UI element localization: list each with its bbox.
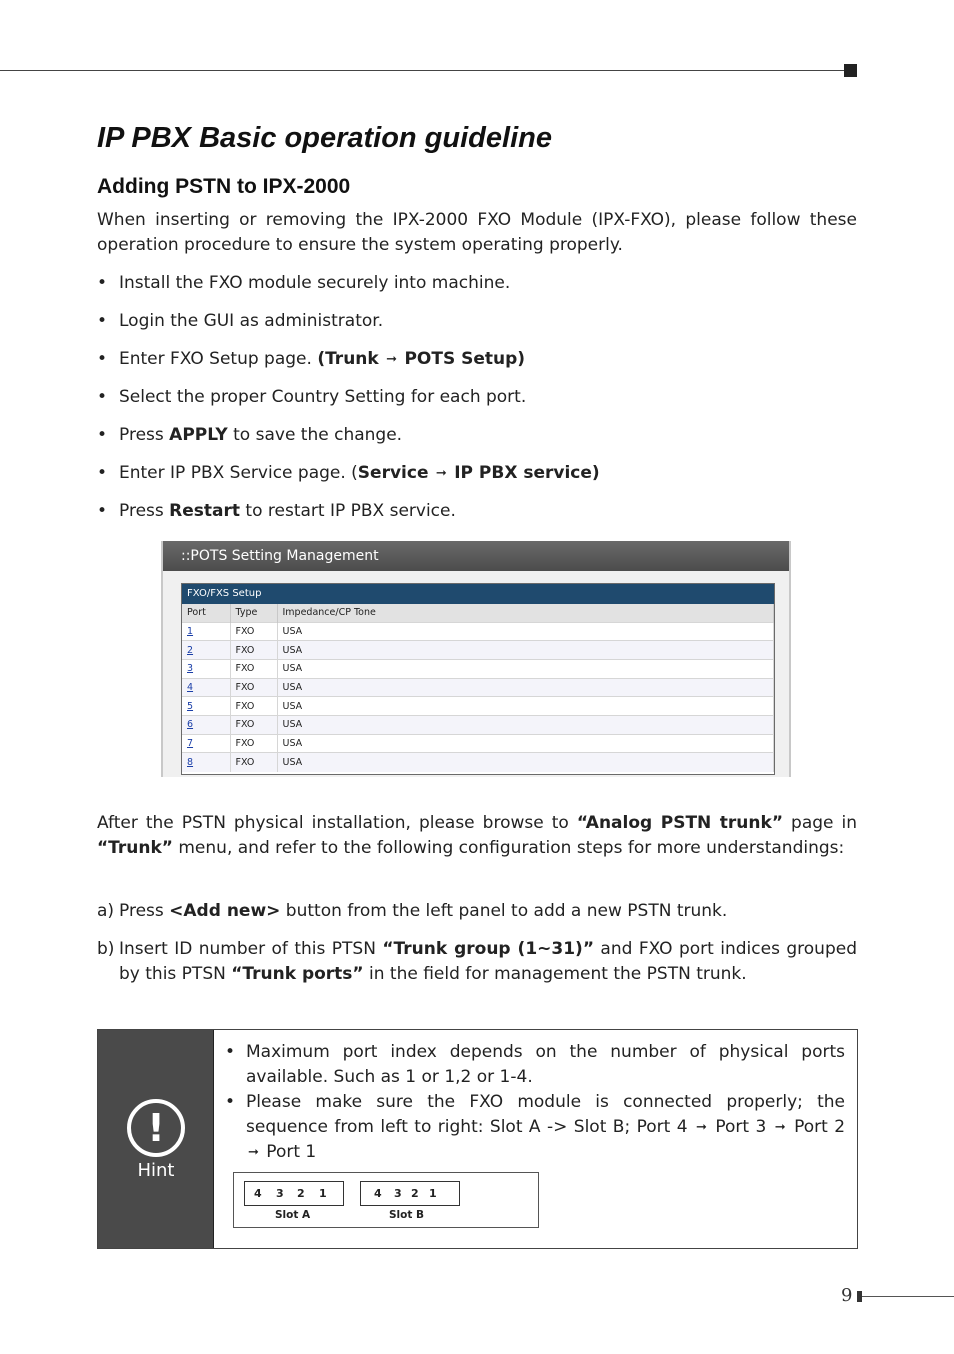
header-rule [0, 70, 846, 71]
port-link[interactable]: 8 [182, 753, 230, 772]
page-number: 9 [841, 1285, 853, 1306]
port-link[interactable]: 6 [182, 715, 230, 734]
column-header: Type [230, 604, 277, 622]
slot-a: 4 3 2 1 [244, 1181, 344, 1206]
fxo-fxs-panel [181, 583, 775, 775]
arrow-icon: ➞ [386, 352, 398, 367]
slot-diagram [233, 1172, 539, 1228]
header-square-mark [844, 64, 857, 77]
column-header: Port [182, 604, 230, 622]
table-row: 8 FXO USA [182, 753, 774, 772]
port-link[interactable]: 3 [182, 659, 230, 678]
step-item: • Install the FXO module securely into machine. [97, 272, 857, 310]
hint-label: Hint [137, 1160, 175, 1181]
column-header: Impedance/CP Tone [277, 604, 774, 622]
steps-list [97, 272, 857, 538]
intro-paragraph: When inserting or removing the IPX-2000 FXO Module (IPX-FXO), please follow these operation procedure to ensure the system operating properly. [97, 210, 857, 255]
port-link[interactable]: 1 [182, 622, 230, 641]
step-item: • Login the GUI as administrator. [97, 310, 857, 348]
table-row: 4 FXO USA [182, 678, 774, 697]
port-link[interactable]: 4 [182, 678, 230, 697]
table-row: 2 FXO USA [182, 641, 774, 660]
arrow-icon: ➞ [696, 1120, 707, 1135]
port-link[interactable]: 7 [182, 734, 230, 753]
table-row: 1 FXO USA [182, 622, 774, 641]
slot-b: 4 3 2 1 [360, 1181, 460, 1206]
page-title: IP PBX Basic operation guideline [97, 122, 552, 154]
list-item-b: b) Insert ID number of this PTSN “Trunk group (1~31)” and FXO port indices grouped by this PTSN “Trunk ports” in the field for management the PSTN trunk. [97, 939, 858, 984]
hint-sidebar [98, 1030, 214, 1248]
hint-item: • Please make sure the FXO module is connected properly; the sequence from left to right: Slot A -> Slot B; Port 4 ➞ Port 3 ➞ Port 2 ➞ Port 1 [225, 1090, 845, 1165]
step-item: • Press Restart to restart IP PBX service. [97, 500, 857, 538]
arrow-icon: ➞ [248, 1145, 259, 1160]
section-heading: Adding PSTN to IPX-2000 [97, 175, 351, 198]
hint-list [225, 1040, 845, 1165]
after-paragraph: After the PSTN physical installation, please browse to “Analog PSTN trunk” page in “Trunk” menu, and refer to the following configuration steps for more understandings: [97, 813, 858, 858]
step-item: • Press APPLY to save the change. [97, 424, 857, 462]
step-item: • Enter FXO Setup page. (Trunk ➞ POTS Setup) [97, 348, 857, 386]
hint-box [97, 1029, 858, 1249]
table-row: 3 FXO USA [182, 659, 774, 678]
list-item-a: a) Press <Add new> button from the left panel to add a new PSTN trunk. [97, 901, 728, 921]
step-item: • Enter IP PBX Service page. (Service ➞ IP PBX service) [97, 462, 857, 500]
arrow-icon: ➞ [774, 1120, 786, 1135]
table-row: 7 FXO USA [182, 734, 774, 753]
port-link[interactable]: 2 [182, 641, 230, 660]
hint-item: • Maximum port index depends on the number of physical ports available. Such as 1 or 1,2 or 1-4. [225, 1040, 845, 1090]
pots-title-bar: ::POTS Setting Management [163, 541, 789, 571]
exclamation-icon: ! [127, 1099, 185, 1157]
port-link[interactable]: 5 [182, 697, 230, 716]
table-row: 6 FXO USA [182, 715, 774, 734]
arrow-icon: ➞ [435, 466, 447, 481]
panel-header: FXO/FXS Setup [182, 584, 774, 604]
slot-b-label: Slot B [389, 1209, 425, 1221]
pots-screenshot [161, 541, 791, 777]
ports-table [182, 604, 774, 772]
step-item: • Select the proper Country Setting for each port. [97, 386, 857, 424]
table-row: 5 FXO USA [182, 697, 774, 716]
footer-rule [862, 1296, 954, 1297]
slot-a-label: Slot A [275, 1209, 311, 1221]
